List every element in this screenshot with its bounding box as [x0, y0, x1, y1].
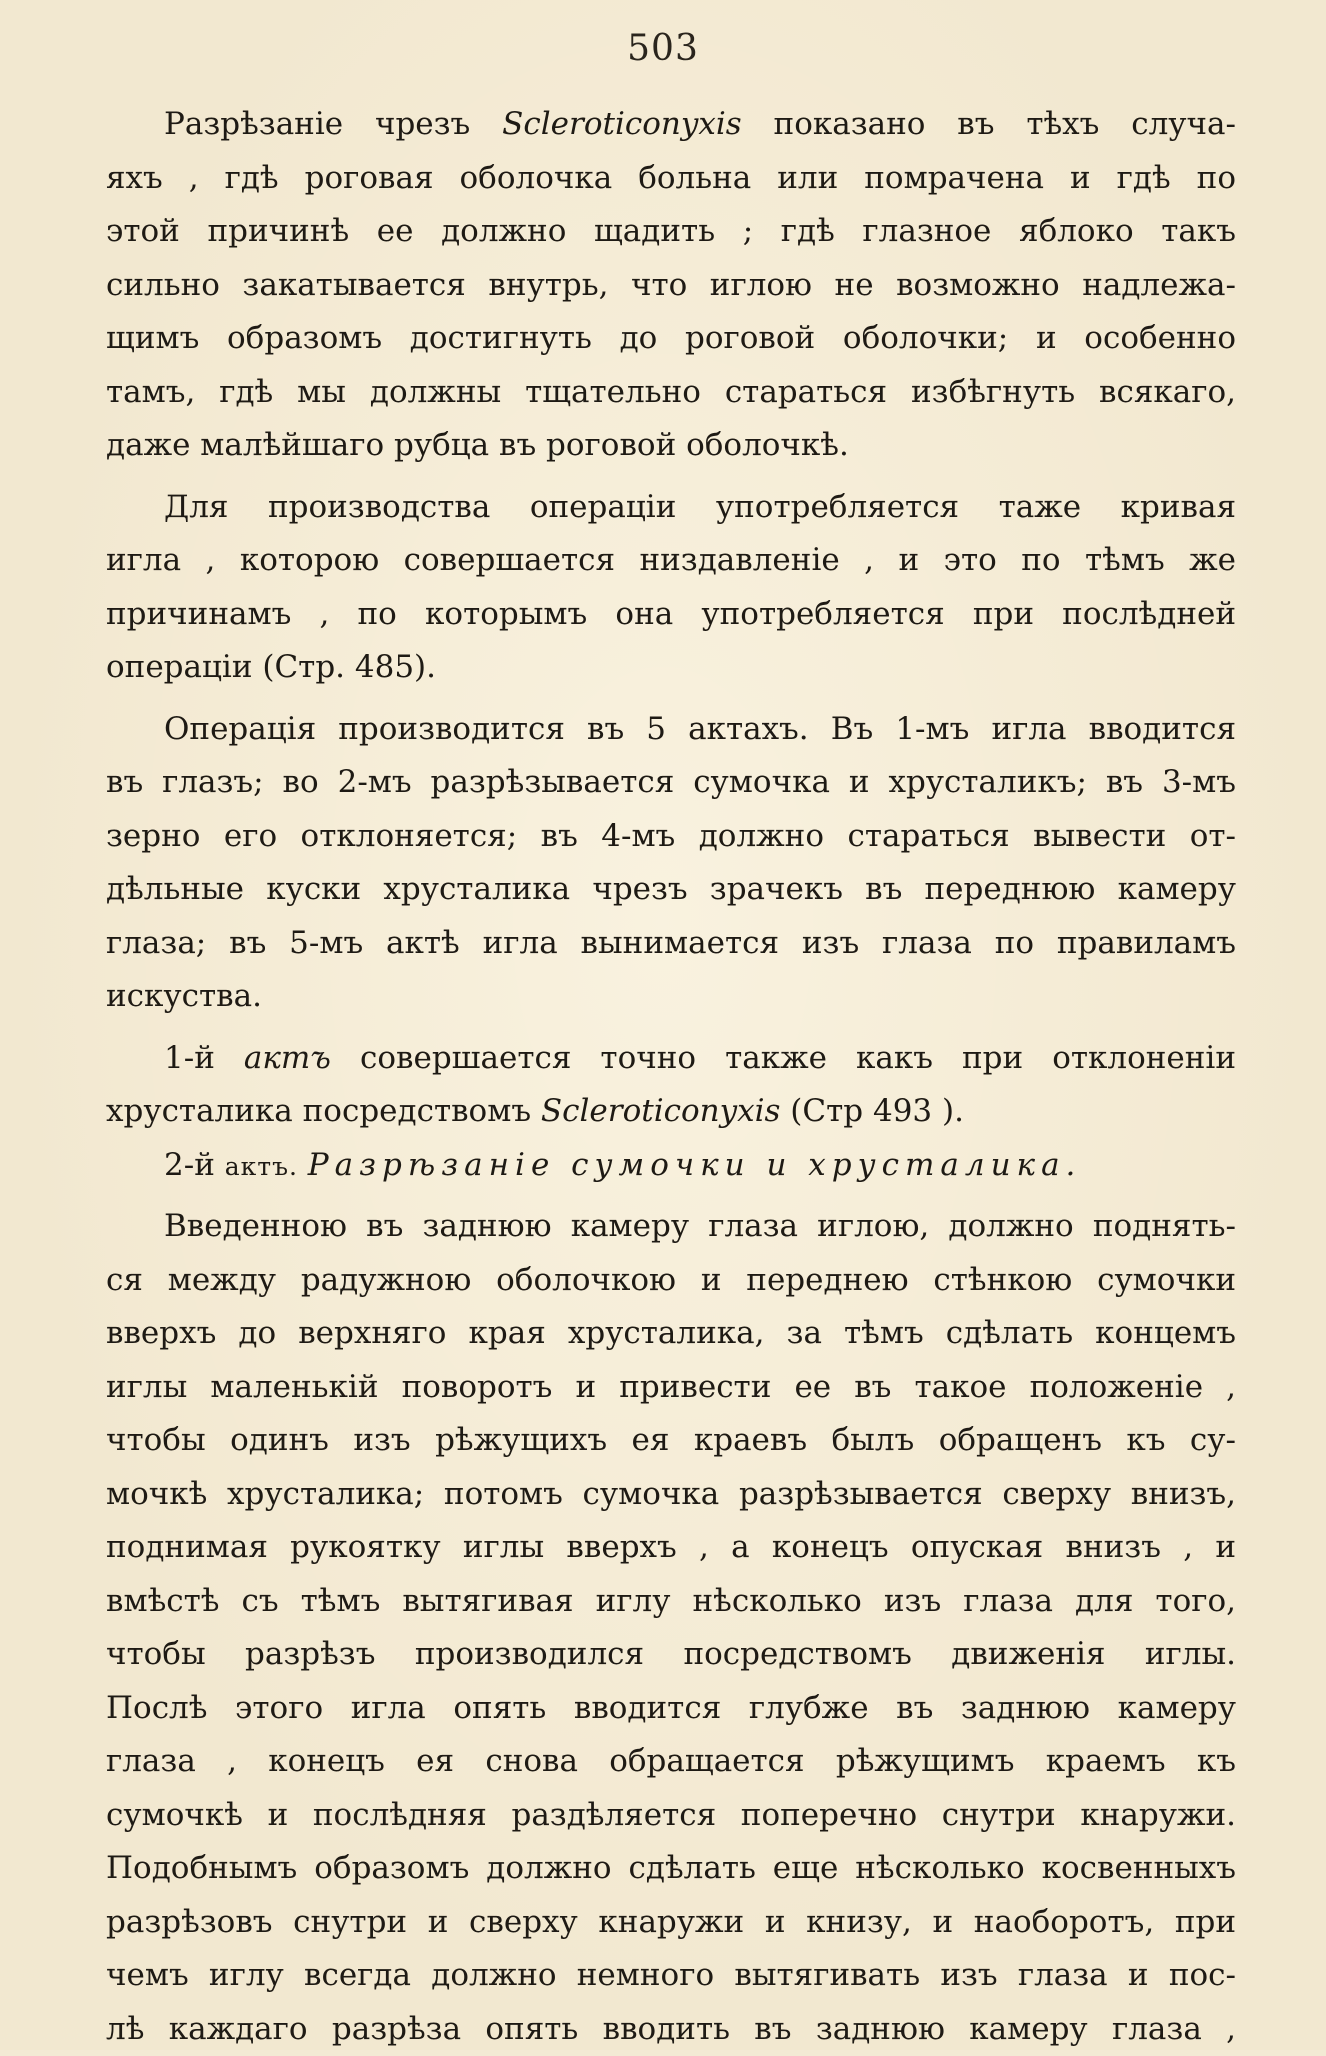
- line-text: Подобнымъ образомъ должно сдѣлать еще нѣсколько косвенныхъ: [106, 1850, 1236, 1886]
- text-line: [106, 1085, 1236, 1139]
- text-line: [106, 1896, 1236, 1950]
- line-text: Для производства операціи употребляется таже кривая: [164, 489, 1236, 525]
- emphasis-text: Scleroticonyxis: [541, 1093, 781, 1129]
- emphasis-text: Разрѣзаніе сумочки и хрусталика.: [308, 1147, 1082, 1183]
- line-text: разрѣзовъ снутри и сверху кнаружи и книзу, и наоборотъ, при: [106, 1904, 1236, 1940]
- line-text: зерно его отклоняется; въ 4-мъ должно стараться вывести от-: [106, 818, 1236, 854]
- line-text: сильно закатывается внутрь, что иглою не возможно надлежа-: [106, 267, 1236, 303]
- text-line: [106, 205, 1236, 259]
- line-text: чтобы разрѣзъ производился посредствомъ движенія иглы.: [106, 1636, 1236, 1672]
- text-line: [106, 2003, 1236, 2056]
- text-line: [106, 703, 1236, 757]
- line-text: поднимая рукоятку иглы вверхъ , а конецъ опуская внизъ , и: [106, 1529, 1236, 1565]
- text-line: [106, 481, 1236, 535]
- line-text: [298, 1147, 308, 1183]
- line-text: причинамъ , по которымъ она употребляется при послѣдней: [106, 596, 1236, 632]
- line-text: иглы маленькій поворотъ и привести ее въ такое положеніе ,: [106, 1369, 1236, 1405]
- line-text: щимъ образомъ достигнуть до роговой оболочки; и особенно: [106, 320, 1236, 356]
- text-line: [106, 1735, 1236, 1789]
- text-line: [106, 1789, 1236, 1843]
- line-text: сумочкѣ и послѣдняя раздѣляется поперечно снутри кнаружи.: [106, 1797, 1236, 1833]
- line-text: чтобы одинъ изъ рѣжущихъ ея краевъ былъ обращенъ къ су-: [106, 1422, 1236, 1458]
- line-text: Операція производится въ 5 актахъ. Въ 1-мъ игла вводится: [164, 711, 1236, 747]
- text-line: [106, 1949, 1236, 2003]
- text-line: [106, 1032, 1236, 1086]
- text-line: [106, 1468, 1236, 1522]
- text-line: [106, 863, 1236, 917]
- line-text: совершается точно также какъ при отклоненіи: [331, 1040, 1236, 1076]
- line-text: показано въ тѣхъ случа-: [742, 106, 1236, 142]
- text-line: [106, 366, 1236, 420]
- text-line: [106, 419, 1236, 473]
- line-text: въ глазъ; во 2-мъ разрѣзывается сумочка и хрусталикъ; въ 3-мъ: [106, 764, 1236, 800]
- line-text: (Стр 493 ).: [780, 1093, 964, 1129]
- text-line: [106, 1307, 1236, 1361]
- page-number: 503: [0, 28, 1326, 69]
- line-text: глаза; въ 5-мъ актѣ игла вынимается изъ глаза по правиламъ: [106, 925, 1236, 961]
- text-line: [106, 534, 1236, 588]
- text-line: [106, 1200, 1236, 1254]
- text-line: [106, 917, 1236, 971]
- line-text: глаза , конецъ ея снова обращается рѣжущимъ краемъ къ: [106, 1743, 1236, 1779]
- line-text: вверхъ до верхняго края хрусталика, за тѣмъ сдѣлать концемъ: [106, 1315, 1236, 1351]
- line-text: дѣльные куски хрусталика чрезъ зрачекъ въ переднюю камеру: [106, 871, 1236, 907]
- text-line: [106, 152, 1236, 206]
- line-text: Разрѣзаніе чрезъ: [164, 106, 502, 142]
- line-text: Введенною въ заднюю камеру глаза иглою, должно поднять-: [164, 1208, 1236, 1244]
- line-text: яхъ , гдѣ роговая оболочка больна или помрачена и гдѣ по: [106, 160, 1236, 196]
- text-line: [106, 1842, 1236, 1896]
- line-text: ся между радужною оболочкою и переднею стѣнкою сумочки: [106, 1262, 1236, 1298]
- text-line: [106, 1414, 1236, 1468]
- emphasis-text: Scleroticonyxis: [502, 106, 742, 142]
- line-text: мочкѣ хрусталика; потомъ сумочка разрѣзывается сверху внизъ,: [106, 1476, 1236, 1512]
- text-line: [106, 1628, 1236, 1682]
- text-line: [106, 1575, 1236, 1629]
- text-line: [106, 810, 1236, 864]
- line-text: искуства.: [106, 978, 262, 1014]
- emphasis-text: актъ.: [225, 1152, 298, 1181]
- line-text: игла , которою совершается низдавленіе , и это по тѣмъ же: [106, 542, 1236, 578]
- text-line: [106, 1521, 1236, 1575]
- text-line: [106, 1361, 1236, 1415]
- line-text: даже малѣйшаго рубца въ роговой оболочкѣ.: [106, 427, 849, 463]
- line-text: 2-й: [164, 1147, 225, 1183]
- text-line: [106, 588, 1236, 642]
- text-line: [106, 1254, 1236, 1308]
- line-text: 1-й: [164, 1040, 244, 1076]
- body-text: [106, 98, 1236, 2056]
- text-line: [106, 259, 1236, 313]
- text-line: [106, 312, 1236, 366]
- text-line: [106, 641, 1236, 695]
- line-text: этой причинѣ ее должно щадить ; гдѣ глазное яблоко такъ: [106, 213, 1236, 249]
- line-text: хрусталика посредствомъ: [106, 1093, 541, 1129]
- text-line: [106, 970, 1236, 1024]
- line-text: Послѣ этого игла опять вводится глубже въ заднюю камеру: [106, 1690, 1236, 1726]
- line-text: операціи (Стр. 485).: [106, 649, 436, 685]
- text-line: [106, 98, 1236, 152]
- text-line: [106, 1139, 1236, 1193]
- text-line: [106, 1682, 1236, 1736]
- line-text: тамъ, гдѣ мы должны тщательно стараться избѣгнуть всякаго,: [106, 374, 1236, 410]
- line-text: лѣ каждаго разрѣза опять вводить въ заднюю камеру глаза ,: [106, 2011, 1236, 2047]
- line-text: чемъ иглу всегда должно немного вытягивать изъ глаза и пос-: [106, 1957, 1236, 1993]
- text-line: [106, 756, 1236, 810]
- line-text: вмѣстѣ съ тѣмъ вытягивая иглу нѣсколько изъ глаза для того,: [106, 1583, 1236, 1619]
- emphasis-text: актъ: [244, 1040, 331, 1076]
